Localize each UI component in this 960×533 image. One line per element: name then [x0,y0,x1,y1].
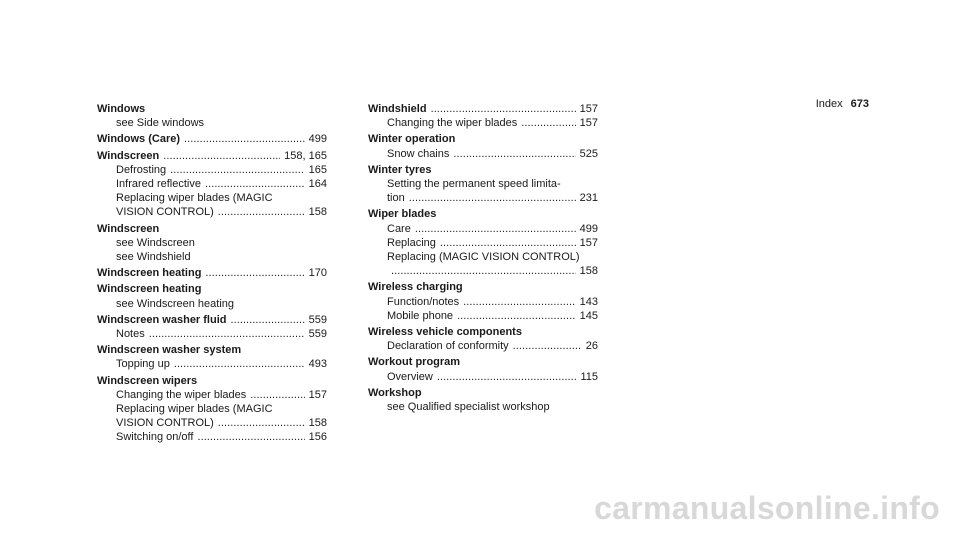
heading-text: Wiper blades [368,208,437,221]
index-subentry[interactable] [368,191,598,205]
page-reference-link[interactable]: 26 [585,340,598,353]
index-heading [97,222,327,236]
index-subentry[interactable] [97,357,327,371]
index-subentry[interactable] [368,370,598,384]
page-reference-link[interactable]: 157 [308,388,327,401]
index-entry [97,343,327,371]
cross-reference-text: see Windscreen heating [116,297,235,310]
watermark: carmanualsonline.info [594,490,940,526]
page-reference-link[interactable]: 493 [308,358,327,371]
page-reference-link[interactable]: 170 [308,267,327,280]
index-column-left [97,102,327,447]
index-heading [97,102,327,116]
dot-leader [231,313,305,327]
subentry-text: Declaration of conformity [387,340,509,353]
dot-leader [463,295,575,309]
index-entry [368,207,598,278]
subentry-text: VISION CONTROL) [116,417,214,430]
subentry-text: Replacing wiper blades (MAGIC [116,192,273,205]
section-title: Index [815,98,843,110]
page-reference-link[interactable]: 559 [308,328,327,341]
dot-leader [205,177,305,191]
cross-reference-text: see Windshield [116,251,191,264]
index-subentry[interactable] [368,236,598,250]
page-reference-link[interactable]: 158, 165 [284,149,327,162]
dot-leader [174,357,305,371]
subentry-text: VISION CONTROL) [116,206,214,219]
subentry-text: Notes [116,328,145,341]
page-reference-link[interactable]: 158 [308,206,327,219]
index-subentry[interactable] [97,327,327,341]
page-reference-link[interactable]: 164 [308,178,327,191]
cross-reference-link[interactable] [97,116,327,130]
dot-leader [437,370,577,384]
index-entry [97,374,327,445]
heading-text: Windows (Care) [97,133,181,146]
index-entry [97,149,327,220]
dot-leader [431,102,576,116]
dot-leader [149,327,305,341]
page-reference-link[interactable]: 143 [579,295,598,308]
dot-leader [184,132,305,146]
heading-text: Windscreen heating [97,283,202,296]
cross-reference-link[interactable] [97,297,327,311]
index-heading[interactable] [97,132,327,146]
page-reference-link[interactable]: 145 [579,309,598,322]
index-subentry [97,402,327,416]
page-number: 673 [850,98,869,110]
index-subentry[interactable] [97,205,327,219]
index-heading [368,132,598,146]
index-heading[interactable] [368,102,598,116]
heading-text: Windscreen wipers [97,374,198,387]
dot-leader [170,163,305,177]
index-entry [368,325,598,353]
heading-text: Workout program [368,356,461,369]
subentry-text: Changing the wiper blades [387,117,518,130]
page-reference-link[interactable]: 156 [308,431,327,444]
subentry-text: Switching on/off [116,431,194,444]
heading-text: Windscreen heating [97,267,202,280]
heading-text: Windscreen washer system [97,344,242,357]
index-subentry[interactable] [368,295,598,309]
index-entry [368,386,598,414]
page-reference-link[interactable]: 157 [579,117,598,130]
index-entry [97,102,327,130]
dot-leader [218,205,305,219]
heading-text: Winter tyres [368,163,432,176]
cross-reference-text: see Side windows [116,117,205,130]
index-heading [97,374,327,388]
dot-leader [163,149,280,163]
cross-reference-link[interactable] [97,250,327,264]
subentry-text: Setting the permanent speed limita- [387,178,561,191]
cross-reference-text: see Qualified specialist workshop [387,401,550,414]
page-header [816,98,869,110]
cross-reference-text: see Windscreen [116,236,195,249]
dot-leader [218,416,305,430]
index-subentry[interactable] [368,222,598,236]
heading-text: Windows [97,103,146,115]
subentry-text: Care [387,222,411,235]
cross-reference-link[interactable] [97,236,327,250]
index-heading [368,325,598,339]
dot-leader [391,264,576,278]
heading-text: Workshop [368,386,422,399]
subentry-text: Mobile phone [387,309,454,322]
cross-reference-link[interactable] [368,400,598,414]
index-heading[interactable] [97,313,327,327]
index-entry [97,222,327,265]
index-subentry [97,191,327,205]
heading-text: Windscreen [97,222,160,235]
page-reference-link[interactable]: 157 [579,103,598,115]
index-entry [97,313,327,341]
index-entry [368,355,598,383]
index-entry [97,282,327,310]
subentry-text: Replacing (MAGIC VISION CONTROL) [387,251,580,264]
page-reference-link[interactable]: 158 [308,417,327,430]
index-entry [368,163,598,206]
index-entry [368,102,598,130]
page-reference-link[interactable]: 559 [308,313,327,326]
index-subentry [368,177,598,191]
index-heading[interactable] [97,266,327,280]
page-reference-link[interactable]: 115 [580,370,598,383]
index-entry [97,266,327,280]
index-heading [368,355,598,369]
dot-leader [409,191,576,205]
index-heading [368,163,598,177]
subentry-text: Topping up [116,358,170,371]
index-subentry[interactable] [368,147,598,161]
dot-leader [457,309,576,323]
index-subentry[interactable] [97,430,327,444]
dot-leader [521,116,575,130]
subentry-text: Defrosting [116,163,167,176]
page-reference-link[interactable]: 165 [308,163,327,176]
index-subentry[interactable] [97,163,327,177]
heading-text: Winter operation [368,133,456,146]
subentry-text: Changing the wiper blades [116,388,247,401]
heading-text: Wireless charging [368,281,463,294]
index-subentry[interactable] [368,309,598,323]
index-heading[interactable] [97,149,327,163]
index-entry [368,132,598,160]
index-subentry[interactable] [368,116,598,130]
index-subentry[interactable] [97,416,327,430]
heading-text: Windscreen washer fluid [97,313,227,326]
dot-leader [453,147,575,161]
index-subentry [368,250,598,264]
dot-leader [250,388,304,402]
dot-leader [205,266,304,280]
dot-leader [197,430,304,444]
heading-text: Windshield [368,103,427,115]
page-reference-link[interactable]: 525 [579,147,598,160]
dot-leader [440,236,576,250]
page-reference-link[interactable]: 499 [579,222,598,235]
index-heading [97,282,327,296]
index-subentry[interactable] [97,388,327,402]
subentry-text: Overview [387,370,433,383]
index-heading [368,280,598,294]
index-heading [368,386,598,400]
page-reference-link[interactable]: 157 [579,236,598,249]
heading-text: Windscreen [97,149,160,162]
heading-text: Wireless vehicle components [368,326,522,339]
index-entry [97,132,327,146]
subentry-text: Function/notes [387,295,460,308]
subentry-text: tion [387,192,405,205]
page-reference-link[interactable]: 499 [308,133,327,146]
index-column-right [368,102,598,416]
dot-leader [513,339,582,353]
dot-leader [415,222,576,236]
index-heading [97,343,327,357]
subentry-text: Replacing [387,236,436,249]
index-entry [368,280,598,323]
subentry-text: Snow chains [387,147,450,160]
index-subentry[interactable] [97,177,327,191]
page-reference-link[interactable]: 231 [579,192,598,205]
subentry-text: Replacing wiper blades (MAGIC [116,403,273,416]
page-reference-link[interactable]: 158 [579,265,598,278]
index-subentry[interactable] [368,339,598,353]
index-subentry[interactable] [368,264,598,278]
index-heading [368,207,598,221]
subentry-text: Infrared reflective [116,178,201,191]
